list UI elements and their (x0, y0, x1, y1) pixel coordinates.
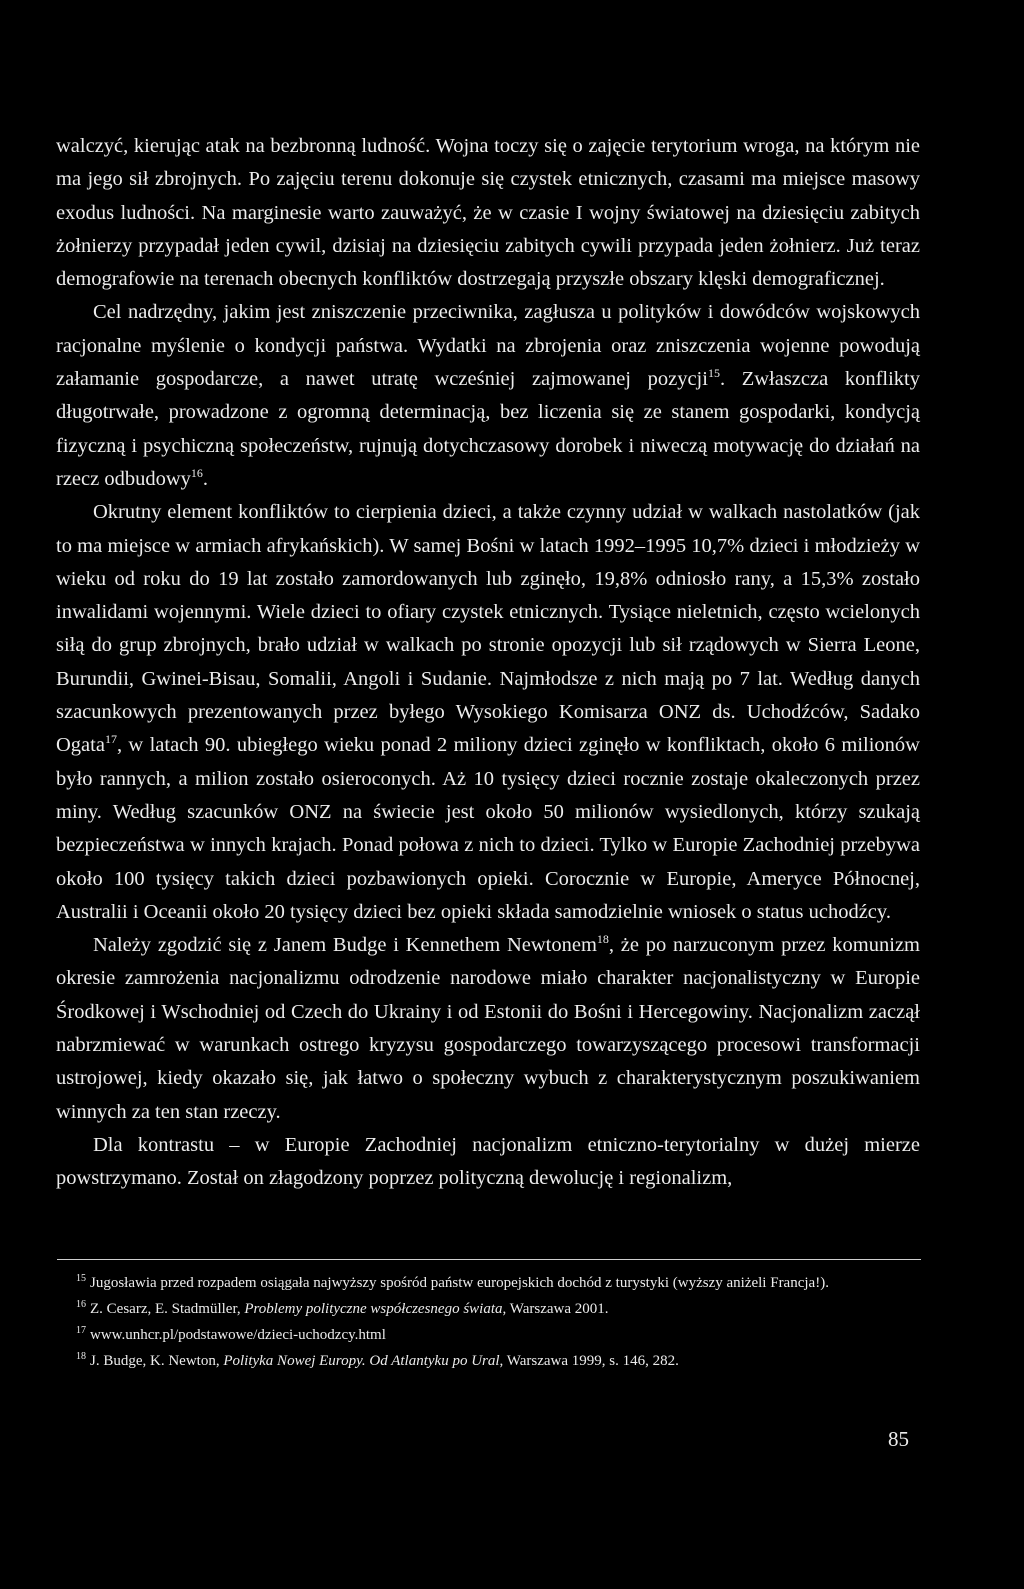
footnote (76, 1348, 921, 1374)
paragraph (56, 496, 920, 929)
footnote-ref: 18 (596, 932, 609, 947)
footnote-text: , Warszawa 2001. (502, 1301, 609, 1317)
footnote-number: 15 (76, 1273, 86, 1284)
paragraph-text: Należy zgodzić się z Janem Budge i Kennethem Newtonem (93, 934, 597, 957)
main-text (56, 130, 920, 1196)
footnote (76, 1322, 921, 1348)
paragraph-text: , że po narzuconym przez komunizm okresie zamrożenia nacjonalizmu odrodzenie narodowe miało charakter nacjonalistyczny w Europie Środkowej i Wschodniej od Czech do Ukrainy i od Estonii do Bośni i Hercegowiny. Nacjonalizm zaczął nabrzmiewać w warunkach ostrego kryzysu gospodarczego towarzyszącego procesowi transformacji ustrojowej, kiedy okazało się, jak łatwo o społeczny wybuch z charakterystycznym poszukiwaniem winnych za ten stan rzeczy. (56, 934, 920, 1123)
footnotes (76, 1270, 921, 1374)
paragraph-text: , w latach 90. ubiegłego wieku ponad 2 miliony dzieci zginęło w konfliktach, około 6 milionów było rannych, a milion zostało osieroconych. Aż 10 tysięcy dzieci rocznie zostaje okaleczonych przez miny. Według szacunków ONZ na świecie jest około 50 milionów wysiedlonych, którzy szukają bezpieczeństwa w innych krajach. Ponad połowa z nich to dzieci. Tylko w Europie Zachodniej przebywa około 100 tysięcy takich dzieci pozbawionych opieki. Corocznie w Europie, Ameryce Północnej, Australii i Oceanii około 20 tysięcy dzieci bez opieki składa samodzielnie wniosek o status uchodźcy. (56, 734, 920, 923)
page-number: 85 (888, 1427, 909, 1451)
footnote-ref: 17 (104, 732, 117, 747)
paragraph-text: . Zwłaszcza konflikty długotrwałe, prowadzone z ogromną determinacją, bez liczenia się ze stanem gospodarki, kondycją fizyczną i psychiczną społeczeństw, rujnują dotychczasowy dorobek i niweczą motywację do działań na rzecz odbudowy (56, 368, 920, 490)
footnote-divider (57, 1259, 921, 1260)
paragraph (56, 929, 920, 1129)
paragraph (56, 1129, 920, 1196)
footnote-number: 18 (76, 1351, 86, 1362)
paragraph-text: Cel nadrzędny, jakim jest zniszczenie przeciwnika, zagłusza u polityków i dowódców wojskowych racjonalne myślenie o kondycji państwa. Wydatki na zbrojenia oraz zniszczenia wojenne powodują załamanie gospodarcze, a nawet utratę wcześniej zajmowanej pozycji (56, 301, 920, 391)
paragraph-text: Okrutny element konfliktów to cierpienia dzieci, a także czynny udział w walkach nastolatków (jak to ma miejsce w armiach afrykańskich). W samej Bośni w latach 1992–1995 10,7% dzieci i młodzieży w wieku od roku do 19 lat zostało zamordowanych lub zginęło, 19,8% odniosło rany, a 15,3% zostało inwalidami wojennymi. Wiele dzieci to ofiary czystek etnicznych. Tysiące nieletnich, często wcielonych siłą do grup zbrojnych, brało udział w walkach po stronie opozycji lub sił rządowych w Sierra Leone, Burundii, Gwinei-Bisau, Somalii, Angoli i Sudanie. Najmłodsze z nich mają po 7 lat. Według danych szacunkowych prezentowanych przez byłego Wysokiego Komisarza ONZ ds. Uchodźców, Sadako Ogata (56, 501, 920, 757)
footnote-text: Jugosławia przed rozpadem osiągała najwyższy spośród państw europejskich dochód z turystyki (wyższy aniżeli Francja!). (90, 1275, 829, 1291)
footnote-text: , Warszawa 1999, s. 146, 282. (499, 1353, 679, 1369)
paragraph (56, 296, 920, 496)
paragraph-text: walczyć, kierując atak na bezbronną ludność. Wojna toczy się o zajęcie terytorium wroga, na którym nie ma jego sił zbrojnych. Po zajęciu terenu dokonuje się czystek etnicznych, czasami ma miejsce masowy exodus ludności. Na marginesie warto zauważyć, że w czasie I wojny światowej na dziesięciu zabitych żołnierzy przypadał jeden cywil, dzisiaj na dziesięciu zabitych cywili przypada jeden żołnierz. Już teraz demografowie na terenach obecnych konfliktów dostrzegają przyszłe obszary klęski demograficznej. (56, 135, 920, 291)
footnote-number: 17 (76, 1325, 86, 1336)
footnote (76, 1296, 921, 1322)
paragraph-text: . (202, 467, 209, 490)
footnote-title: Problemy polityczne współczesnego świata (244, 1301, 503, 1317)
footnote-ref: 16 (190, 465, 203, 480)
footnote-ref: 15 (707, 366, 720, 381)
paragraph (56, 130, 920, 296)
footnote-text: Z. Cesarz, E. Stadmüller, (90, 1301, 245, 1317)
footnote (76, 1270, 921, 1296)
footnote-number: 16 (76, 1299, 86, 1310)
paragraph-text: Dla kontrastu – w Europie Zachodniej nacjonalizm etniczno-terytorialny w dużej mierze powstrzymano. Został on złagodzony poprzez polityczną dewolucję i regionalizm, (56, 1133, 920, 1190)
footnote-title: Polityka Nowej Europy. Od Atlantyku po Ural (223, 1353, 500, 1369)
footnote-text: J. Budge, K. Newton, (90, 1353, 224, 1369)
footnote-text: www.unhcr.pl/podstawowe/dzieci-uchodzcy.html (90, 1327, 386, 1343)
